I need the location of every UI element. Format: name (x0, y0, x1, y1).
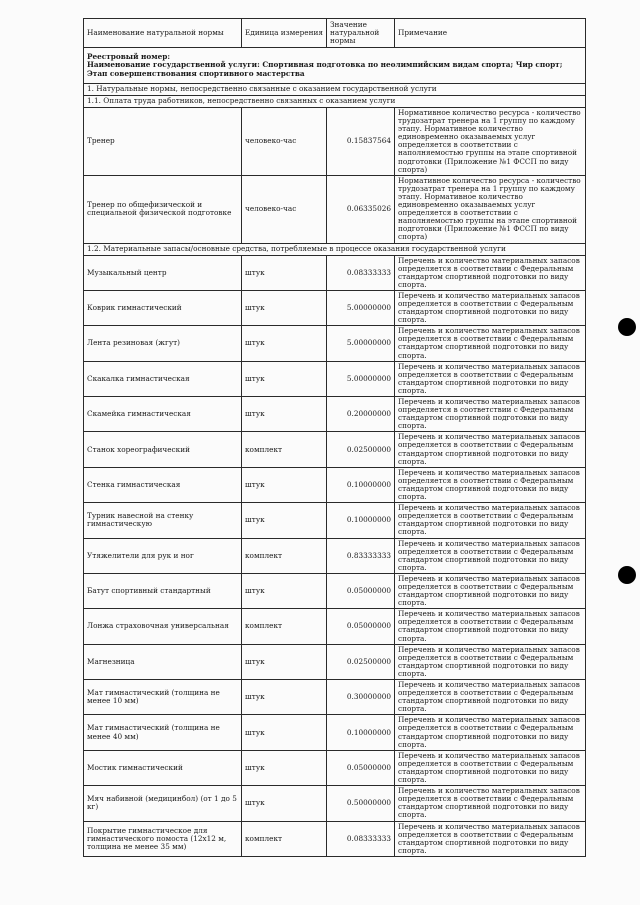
header-name: Наименование натуральной нормы (84, 19, 242, 48)
norm-note: Перечень и количество материальных запасов определяется в соответствии с Федеральным стандартом спортивной подготовки по виду спорта. (395, 503, 586, 538)
document-page (83, 18, 585, 857)
norm-unit: штук (242, 715, 327, 750)
norm-unit: штук (242, 467, 327, 502)
norm-unit: штук (242, 573, 327, 608)
table-row (84, 715, 586, 750)
section-row (84, 84, 586, 96)
norm-name: Мяч набивной (медицинбол) (от 1 до 5 кг) (84, 786, 242, 821)
norm-name: Музыкальный центр (84, 255, 242, 290)
norm-note: Перечень и количество материальных запасов определяется в соответствии с Федеральным стандартом спортивной подготовки по виду спорта. (395, 573, 586, 608)
norm-name: Тренер (84, 108, 242, 176)
table-row (84, 821, 586, 856)
norm-unit: человеко-час (242, 108, 327, 176)
norm-name: Утяжелители для рук и ног (84, 538, 242, 573)
norm-unit: штук (242, 503, 327, 538)
section-1-title: 1. Натуральные нормы, непосредственно связанные с оказанием государственной услуги (84, 84, 586, 96)
norm-value: 0.10000000 (327, 503, 395, 538)
norm-name: Тренер по общефизической и специальной физической подготовке (84, 175, 242, 243)
section-1-2-title: 1.2. Материальные запасы/основные средства, потребляемые в процессе оказания государственной услуги (84, 243, 586, 255)
registry-row (84, 48, 586, 84)
header-value: Значение натуральной нормы (327, 19, 395, 48)
norm-note: Перечень и количество материальных запасов определяется в соответствии с Федеральным стандартом спортивной подготовки по виду спорта. (395, 821, 586, 856)
norm-note: Перечень и количество материальных запасов определяется в соответствии с Федеральным стандартом спортивной подготовки по виду спорта. (395, 609, 586, 644)
section-row (84, 243, 586, 255)
norm-name: Мат гимнастический (толщина не менее 10 мм) (84, 680, 242, 715)
table-row (84, 361, 586, 396)
norm-value: 5.00000000 (327, 290, 395, 325)
norm-name: Лента резиновая (жгут) (84, 326, 242, 361)
table-row (84, 573, 586, 608)
norm-unit: штук (242, 255, 327, 290)
norm-note: Перечень и количество материальных запасов определяется в соответствии с Федеральным стандартом спортивной подготовки по виду спорта. (395, 538, 586, 573)
norm-unit: штук (242, 397, 327, 432)
table-row (84, 397, 586, 432)
norm-value: 0.05000000 (327, 609, 395, 644)
table-row (84, 175, 586, 243)
header-note: Примечание (395, 19, 586, 48)
norm-name: Стенка гимнастическая (84, 467, 242, 502)
norm-name: Магнезница (84, 644, 242, 679)
norm-name: Батут спортивный стандартный (84, 573, 242, 608)
table-row (84, 609, 586, 644)
norm-note: Перечень и количество материальных запасов определяется в соответствии с Федеральным стандартом спортивной подготовки по виду спорта. (395, 432, 586, 467)
norm-note: Перечень и количество материальных запасов определяется в соответствии с Федеральным стандартом спортивной подготовки по виду спорта. (395, 715, 586, 750)
norm-unit: штук (242, 680, 327, 715)
norm-unit: штук (242, 290, 327, 325)
norm-value: 0.05000000 (327, 573, 395, 608)
norm-note: Нормативное количество ресурса - количество трудозатрат тренера на 1 группу по каждому этапу. Нормативное количество единовременно оказываемых услуг определяется в соответствии с наполняемостью группы на этапе спортивной подготовки (Приложение №1 ФССП по виду спорта) (395, 175, 586, 243)
norm-value: 0.10000000 (327, 467, 395, 502)
registry-cell (84, 48, 586, 84)
table-row (84, 538, 586, 573)
norm-name: Коврик гимнастический (84, 290, 242, 325)
punch-hole-mark (618, 566, 636, 584)
service-name: Наименование государственной услуги: Спортивная подготовка по неолимпийским видам спорта; Чир спорт; Этап совершенствования спортивного мастерства (87, 60, 563, 78)
norm-unit: штук (242, 786, 327, 821)
norm-unit: штук (242, 644, 327, 679)
norm-name: Мостик гимнастический (84, 750, 242, 785)
table-row (84, 108, 586, 176)
norm-value: 0.06335026 (327, 175, 395, 243)
norm-note: Перечень и количество материальных запасов определяется в соответствии с Федеральным стандартом спортивной подготовки по виду спорта. (395, 644, 586, 679)
norm-value: 0.50000000 (327, 786, 395, 821)
norm-note: Перечень и количество материальных запасов определяется в соответствии с Федеральным стандартом спортивной подготовки по виду спорта. (395, 467, 586, 502)
norm-unit: штук (242, 326, 327, 361)
norm-name: Турник навесной на стенку гимнастическую (84, 503, 242, 538)
norm-name: Покрытие гимнастическое для гимнастического помоста (12х12 м, толщина не менее 35 мм) (84, 821, 242, 856)
punch-hole-mark (618, 318, 636, 336)
norm-note: Перечень и количество материальных запасов определяется в соответствии с Федеральным стандартом спортивной подготовки по виду спорта. (395, 680, 586, 715)
norm-unit: комплект (242, 609, 327, 644)
norm-value: 0.08333333 (327, 821, 395, 856)
norm-value: 0.83333333 (327, 538, 395, 573)
norm-unit: комплект (242, 538, 327, 573)
norm-value: 0.30000000 (327, 680, 395, 715)
norm-note: Перечень и количество материальных запасов определяется в соответствии с Федеральным стандартом спортивной подготовки по виду спорта. (395, 326, 586, 361)
table-header-row (84, 19, 586, 48)
table-row (84, 326, 586, 361)
table-row (84, 255, 586, 290)
table-row (84, 750, 586, 785)
norm-unit: штук (242, 750, 327, 785)
norm-unit: комплект (242, 432, 327, 467)
table-row (84, 503, 586, 538)
section-1-1-title: 1.1. Оплата труда работников, непосредственно связанных с оказанием услуги (84, 96, 586, 108)
norm-value: 0.10000000 (327, 715, 395, 750)
norm-value: 0.15837564 (327, 108, 395, 176)
table-row (84, 290, 586, 325)
norm-note: Перечень и количество материальных запасов определяется в соответствии с Федеральным стандартом спортивной подготовки по виду спорта. (395, 786, 586, 821)
table-row (84, 467, 586, 502)
table-row (84, 786, 586, 821)
norm-unit: комплект (242, 821, 327, 856)
norm-value: 0.05000000 (327, 750, 395, 785)
norm-name: Скакалка гимнастическая (84, 361, 242, 396)
section-row (84, 96, 586, 108)
norm-value: 0.02500000 (327, 432, 395, 467)
header-unit: Единица измерения (242, 19, 327, 48)
norm-name: Лонжа страховочная универсальная (84, 609, 242, 644)
norm-note: Перечень и количество материальных запасов определяется в соответствии с Федеральным стандартом спортивной подготовки по виду спорта. (395, 255, 586, 290)
norm-note: Перечень и количество материальных запасов определяется в соответствии с Федеральным стандартом спортивной подготовки по виду спорта. (395, 397, 586, 432)
norm-value: 5.00000000 (327, 326, 395, 361)
norm-value: 0.08333333 (327, 255, 395, 290)
norm-name: Мат гимнастический (толщина не менее 40 мм) (84, 715, 242, 750)
norm-name: Скамейка гимнастическая (84, 397, 242, 432)
norm-value: 0.02500000 (327, 644, 395, 679)
norm-value: 5.00000000 (327, 361, 395, 396)
norm-value: 0.20000000 (327, 397, 395, 432)
norm-note: Нормативное количество ресурса - количество трудозатрат тренера на 1 группу по каждому этапу. Нормативное количество единовременно оказываемых услуг определяется в соответствии с наполняемостью группы на этапе спортивной подготовки (Приложение №1 ФССП по виду спорта) (395, 108, 586, 176)
norm-note: Перечень и количество материальных запасов определяется в соответствии с Федеральным стандартом спортивной подготовки по виду спорта. (395, 750, 586, 785)
registry-number: Реестровый номер: (87, 52, 171, 62)
norm-unit: человеко-час (242, 175, 327, 243)
norm-name: Станок хореографический (84, 432, 242, 467)
table-row (84, 432, 586, 467)
norm-note: Перечень и количество материальных запасов определяется в соответствии с Федеральным стандартом спортивной подготовки по виду спорта. (395, 290, 586, 325)
table-row (84, 680, 586, 715)
norms-table (83, 18, 586, 857)
norm-unit: штук (242, 361, 327, 396)
norm-note: Перечень и количество материальных запасов определяется в соответствии с Федеральным стандартом спортивной подготовки по виду спорта. (395, 361, 586, 396)
table-row (84, 644, 586, 679)
